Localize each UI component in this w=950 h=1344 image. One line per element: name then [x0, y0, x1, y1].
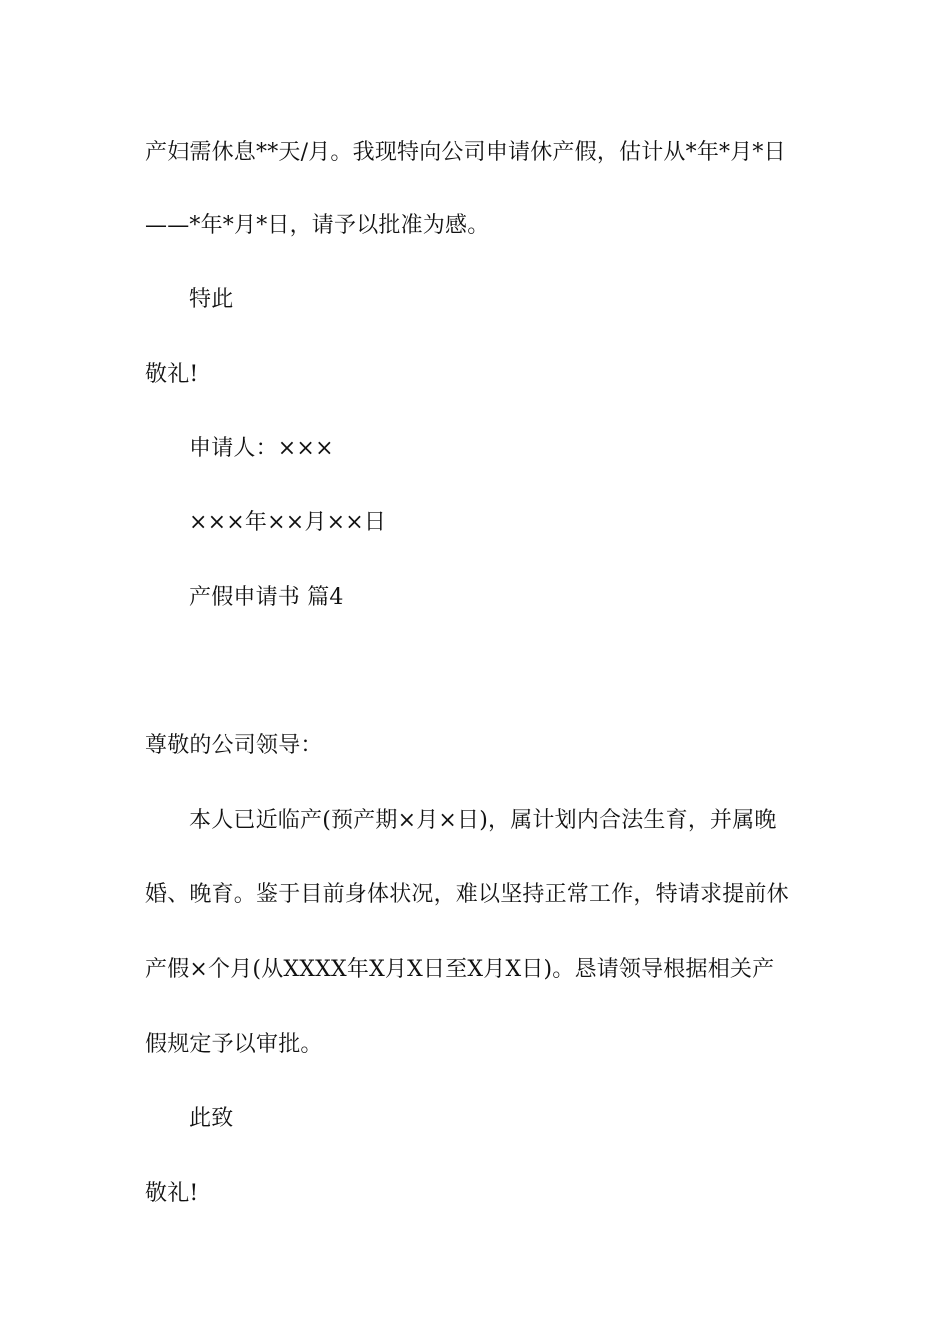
- section-heading: 产假申请书 篇4: [189, 585, 344, 610]
- body-text-line: 本人已近临产(预产期×月×日)，属计划内合法生育，并属晚: [189, 808, 777, 833]
- body-text-line: 产妇需休息**天/月。我现特向公司申请休产假，估计从*年*月*日: [145, 140, 786, 165]
- body-text-line: 假规定予以审批。: [145, 1032, 323, 1057]
- body-text-line: 产假×个月(从XXXX年X月X日至X月X日)。恳请领导根据相关产: [145, 957, 775, 982]
- salutation: 敬礼!: [145, 1181, 199, 1206]
- signature-date: ×××年××月××日: [189, 510, 387, 535]
- body-text-line: 婚、晚育。鉴于目前身体状况，难以坚持正常工作，特请求提前休: [145, 882, 789, 907]
- closing-phrase: 特此: [189, 287, 234, 312]
- salutation: 敬礼!: [145, 362, 199, 387]
- closing-phrase: 此致: [189, 1106, 234, 1131]
- applicant-signature: 申请人：×××: [189, 436, 334, 461]
- greeting: 尊敬的公司领导：: [145, 733, 323, 758]
- body-text-line: ——*年*月*日，请予以批准为感。: [145, 213, 490, 238]
